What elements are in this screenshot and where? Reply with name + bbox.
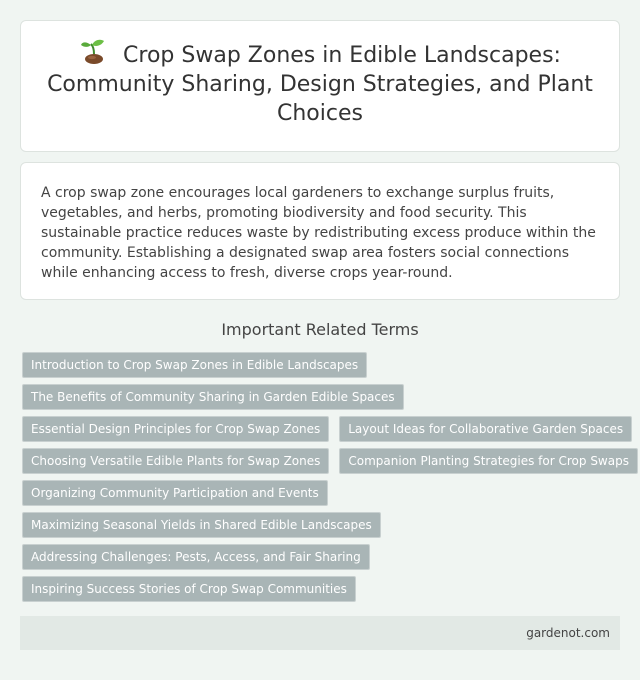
related-terms-heading: Important Related Terms xyxy=(221,320,419,339)
intro-paragraph: A crop swap zone encourages local gardeners to exchange surplus fruits, vegetables, and herbs, promoting biodiversity and food security. This sustainable practice reduces waste by redistributing excess produce within the community. Establishing a designated swap area fosters social connections while enhancing access to fresh, diverse crops year-round. xyxy=(41,185,596,281)
term-row xyxy=(22,352,622,384)
term-row xyxy=(22,544,622,576)
term-row xyxy=(22,512,622,544)
term-tag[interactable]: Layout Ideas for Collaborative Garden Spaces xyxy=(339,416,632,442)
footer-site-link[interactable]: gardenot.com xyxy=(526,626,610,640)
term-tag[interactable]: Maximizing Seasonal Yields in Shared Edible Landscapes xyxy=(22,512,381,538)
term-row xyxy=(22,416,622,448)
sprout-icon xyxy=(79,39,109,65)
term-row xyxy=(22,576,622,608)
page-title-text: Crop Swap Zones in Edible Landscapes: Community Sharing, Design Strategies, and Plant Choices xyxy=(47,43,593,126)
term-row xyxy=(22,480,622,512)
title-card xyxy=(20,20,620,152)
footer xyxy=(20,616,620,650)
term-tag[interactable]: Inspiring Success Stories of Crop Swap Communities xyxy=(22,576,356,602)
intro-card xyxy=(20,162,620,300)
term-tag[interactable]: Companion Planting Strategies for Crop Swaps xyxy=(339,448,638,474)
term-tag[interactable]: Organizing Community Participation and Events xyxy=(22,480,328,506)
term-tag[interactable]: The Benefits of Community Sharing in Garden Edible Spaces xyxy=(22,384,404,410)
page-title xyxy=(45,39,595,128)
related-terms-list xyxy=(22,352,629,608)
term-tag[interactable]: Introduction to Crop Swap Zones in Edible Landscapes xyxy=(22,352,367,378)
term-tag[interactable]: Addressing Challenges: Pests, Access, and Fair Sharing xyxy=(22,544,370,570)
term-tag[interactable]: Essential Design Principles for Crop Swap Zones xyxy=(22,416,329,442)
term-row xyxy=(22,384,622,416)
term-tag[interactable]: Choosing Versatile Edible Plants for Swap Zones xyxy=(22,448,329,474)
term-row xyxy=(22,448,629,480)
